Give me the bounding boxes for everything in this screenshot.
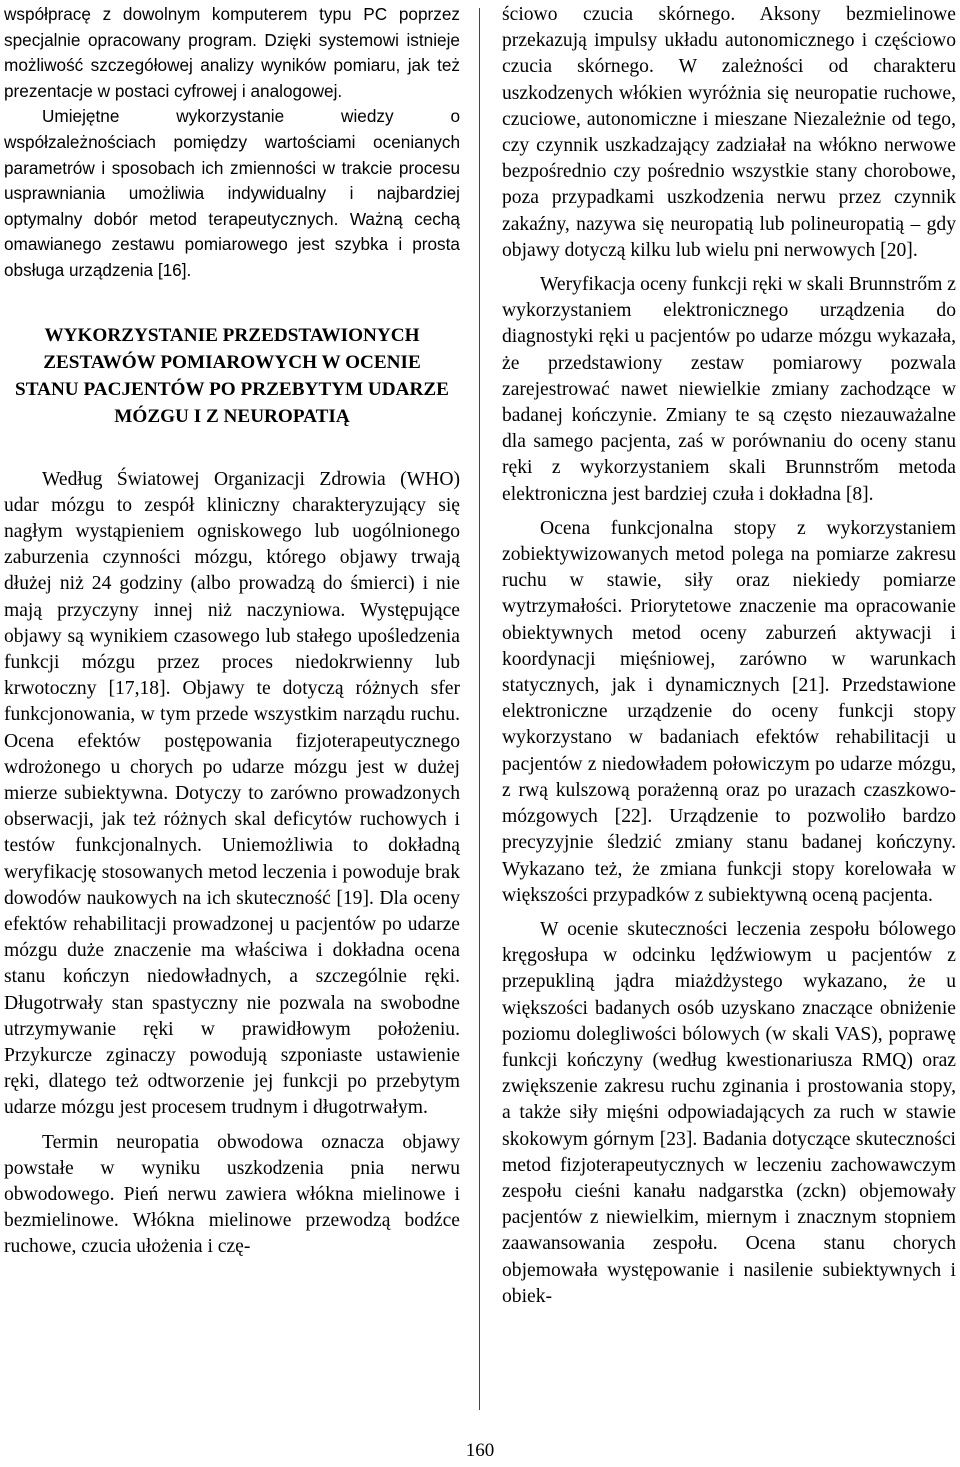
right-paragraph-1: ściowo czucia skórnego. Aksony bezmielinowe przekazują impulsy układu autonomicznego i częściowo czucia skórnego. W zależności od charakteru uszkodzenych włókien wyróżnia się neuropatie ruchowe, czuciowe, autonomiczne i mieszane Niezależnie od tego, czy czynnik uszkadzający zadziałał na włókno nerwowe bezpośrednio czy pośrednio wszystkie stany chorobowe, poza przypadkami uszkodzenia nerwu przez czynnik zakaźny, nazywa się neuropatią lub polineuropatią – gdy objawy dotyczą kilku lub wielu pni nerwowych [20]. <box>502 4 956 261</box>
right-paragraph-4: W ocenie skuteczności leczenia zespołu bólowego kręgosłupa w odcinku lędźwiowym u pacjentów z przepukliną jądra miażdżystego wykazano, że u większości badanych osób uzyskano znaczące obniżenie poziomu dolegliwości bólowych (w skali VAS), poprawę funkcji kończyny (według kwestionariusza RMQ) oraz zwiększenie zakresu ruchu zginania i prostowania stopy, a także siły mięśni odpowiadających za ruch w stawie skokowym górnym [23]. Badania dotyczące skuteczności metod fizjoterapeutycznych w leczeniu zachowawczym zespołu cieśni kanału nadgarstka (zckn) objemowały pacjentów z niewielkim, miernym i znacznym stopniem zaawansowania zespołu. Ocena stanu chorych objemowała występowanie i nasilenie subiektywnych i obiek- <box>502 918 956 1307</box>
column-divider <box>479 8 480 1410</box>
left-paragraph-2: Umiejętne wykorzystanie wiedzy o współzależnościach pomiędzy wartościami ocenianych parametrów i sposobach ich zmienności w trakcie procesu usprawniania umożliwia indywidualny i najbardziej optymalny dobór metod terapeutycznych. Ważną cechą omawianego zestawu pomiarowego jest szybka i prosta obsługa urządzenia [16]. <box>4 106 460 280</box>
section-heading: WYKORZYSTANIE PRZEDSTAWIONYCH ZESTAWÓW POMIAROWYCH W OCENIE STANU PACJENTÓW PO PRZEBYTYM UDARZE MÓZGU I Z NEUROPATIĄ <box>15 324 449 427</box>
right-column <box>502 2 956 1310</box>
left-paragraph-3: Według Światowej Organizacji Zdrowia (WHO) udar mózgu to zespół kliniczny charakteryzujący się nagłym wystąpieniem ogniskowego lub uogólnionego zaburzenia czynności mózgu, którego objawy trwają dłużej niż 24 godziny (albo prowadzą do śmierci) i nie mają przyczyny innej niż naczyniowa. Występujące objawy są wynikiem czasowego lub stałego upośledzenia funkcji mózgu przez proces niedokrwienny lub krwotoczny [17,18]. Objawy te dotyczą różnych sfer funkcjonowania, w tym przede wszystkim narządu ruchu. Ocena efektów postępowania fizjoterapeutycznego wdrożonego u chorych po udarze mózgu jest w dużej mierze subiektywna. Dotyczy to zarówno prowadzonych obserwacji, jak też różnych skal deficytów ruchowych i testów funkcjonalnych. Uniemożliwia to dokładną weryfikację stosowanych metod leczenia i powoduje brak dowodów naukowych na ich skuteczność [19]. Dla oceny efektów rehabilitacji prowadzonej u pacjentów po udarze mózgu duże znaczenie ma właściwa i dokładna ocena stanu kończyn niedowładnych, a szczególnie ręki. Długotrwały stan spastyczny nie pozwala na swobodne utrzymywanie ręki w prawidłowym położeniu. Przykurcze zginaczy powodują szponiaste ustawienie ręki, dlatego też odtworzenie jej funkcji po przebytym udarze mózgu jest procesem trudnym i długotrwałym. <box>4 468 460 1119</box>
right-paragraph-2: Weryfikacja oceny funkcji ręki w skali Brunnstrőm z wykorzystaniem elektronicznego urządzenia do diagnostyki ręki u pacjentów po udarze mózgu wykazała, że przedstawiony zestaw pomiarowy pozwala zarejestrować nawet niewielkie zmiany zachodzące w badanej kończynie. Zmiany te są często niezauważalne dla samego pacjenta, zaś w porównaniu do oceny stanu ręki z wykorzystaniem skali Brunnstrőm metoda elektroniczna jest bardziej czuła i dokładna [8]. <box>502 274 956 505</box>
left-paragraph-4: Termin neuropatia obwodowa oznacza objawy powstałe w wyniku uszkodzenia pnia nerwu obwodowego. Pień nerwu zawiera włókna mielinowe i bezmielinowe. Włókna mielinowe przewodzą bodźce ruchowe, czucia ułożenia i czę- <box>4 1131 460 1258</box>
left-paragraph-1: współpracę z dowolnym komputerem typu PC poprzez specjalnie opracowany program. Dzięki systemowi istnieje możliwość szczegółowej analizy wyników pomiaru, jak też prezentacje w postaci cyfrowej i analogowej. <box>4 4 460 101</box>
page-number: 160 <box>465 1440 495 1461</box>
right-paragraph-3: Ocena funkcjonalna stopy z wykorzystaniem zobiektywizowanych metod polega na pomiarze zakresu ruchu w stawie, siły oraz niekiedy pomiarze wytrzymałości. Priorytetowe znaczenie ma opracowanie obiektywnych metod oceny zaburzeń aktywacji i koordynacji mięśniowej, zarówno w warunkach statycznych, jak i dynamicznych [21]. Przedstawione elektroniczne urządzenie do oceny funkcji stopy wykorzystano w badaniach efektów rehabilitacji u pacjentów z niedowładem połowiczym po udarze mózgu, z rwą kulszową porażenną oraz po urazach czaszkowo-mózgowych [22]. Urządzenie to pozwoliło bardzo precyzyjnie śledzić zmiany stanu badanej kończyny. Wykazano też, że zmiana funkcji stopy korelowała w większości przypadków z subiektywną oceną pacjenta. <box>502 517 956 906</box>
left-column <box>4 2 460 1261</box>
